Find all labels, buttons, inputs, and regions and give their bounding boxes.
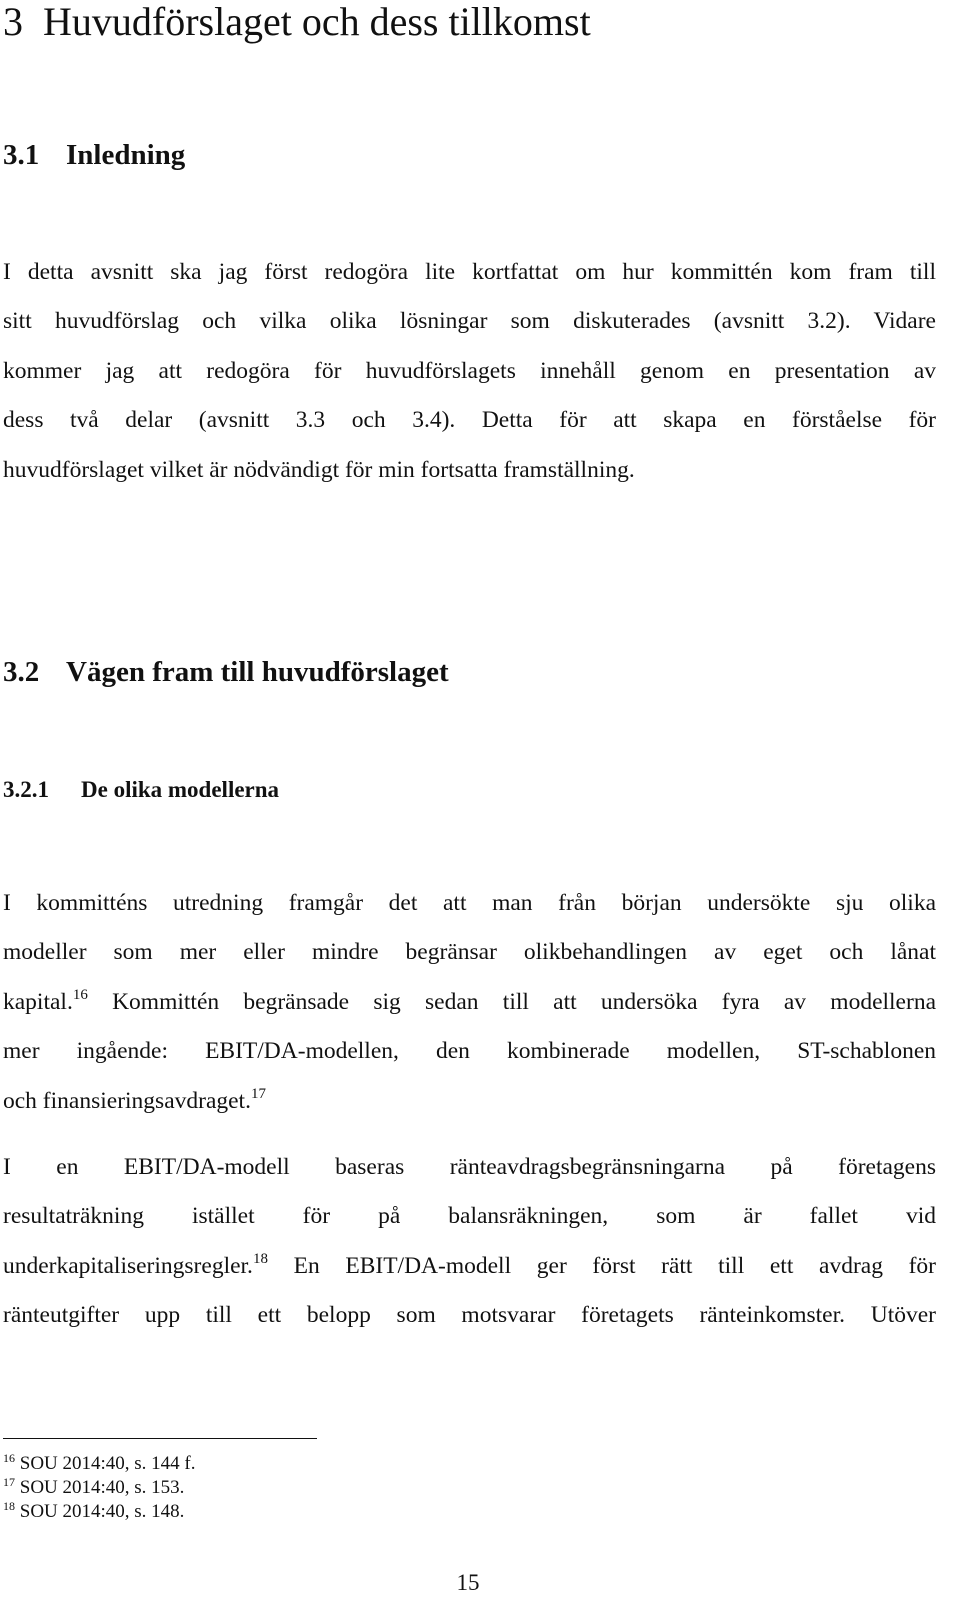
footnote-item: [3, 1476, 184, 1500]
paragraph-ebitda: [3, 1143, 936, 1341]
chapter-title: Huvudförslaget och dess tillkomst: [43, 0, 591, 44]
text-line: mer ingående: EBIT/DA-modellen, den kombinerade modellen, ST-schablonen: [3, 1038, 936, 1065]
text-fragment: En EBIT/DA-modell ger först rätt till ett avdrag för: [267, 1252, 936, 1279]
section-title: Inledning: [66, 139, 186, 171]
footnote-item: [3, 1452, 196, 1476]
text-line: [3, 978, 936, 1027]
text-line: I detta avsnitt ska jag först redogöra lite kortfattat om hur kommittén kom fram till: [3, 259, 936, 285]
footnote-number: 17: [3, 1475, 15, 1489]
subsection-number: 3.2.1: [3, 777, 49, 802]
text-line: kommer jag att redogöra för huvudförslagets innehåll genom en presentation av: [3, 357, 936, 384]
text-fragment: kapital.: [3, 988, 73, 1015]
text-line: modeller som mer eller mindre begränsar olikbehandlingen av eget och lånat: [3, 939, 936, 966]
footnote-item: [3, 1500, 184, 1524]
page-number: 15: [456, 1570, 480, 1595]
section-number: 3.2: [3, 656, 40, 688]
chapter-heading: [3, 0, 591, 44]
subsection-title: De olika modellerna: [81, 777, 280, 802]
footnote-text: SOU 2014:40, s. 148.: [19, 1501, 185, 1522]
section-heading-inledning: [3, 138, 185, 172]
text-line: [3, 1242, 936, 1291]
text-line: ränteutgifter upp till ett belopp som motsvarar företagets ränteinkomster. Utöver: [3, 1302, 936, 1329]
text-fragment: Kommittén begränsade sig sedan till att undersöka fyra av modellerna: [87, 988, 936, 1015]
paragraph-intro: [3, 248, 936, 495]
footnote-reference[interactable]: 18: [252, 1250, 268, 1267]
text-line: dess två delar (avsnitt 3.3 och 3.4). Detta för att skapa en förståelse för: [3, 407, 936, 434]
footnote-reference[interactable]: 17: [250, 1085, 266, 1102]
section-title: Vägen fram till huvudförslaget: [66, 656, 449, 688]
text-line: huvudförslaget vilket är nödvändigt för min fortsatta framställning.: [3, 456, 635, 483]
section-number: 3.1: [3, 139, 40, 171]
section-heading-vagen: [3, 655, 449, 689]
footnote-text: SOU 2014:40, s. 153.: [19, 1477, 185, 1498]
text-fragment: underkapitaliseringsregler.: [3, 1252, 253, 1279]
text-line: I en EBIT/DA-modell baseras ränteavdragsbegränsningarna på företagens: [3, 1154, 936, 1180]
footnote-text: SOU 2014:40, s. 144 f.: [19, 1453, 196, 1474]
paragraph-models: [3, 879, 936, 1126]
text-fragment: och finansieringsavdraget.: [3, 1087, 251, 1114]
text-line: [3, 1077, 936, 1126]
text-line: I kommitténs utredning framgår det att man från början undersökte sju olika: [3, 890, 936, 916]
footnote-number: 16: [3, 1451, 15, 1465]
footnote-reference[interactable]: 16: [72, 986, 88, 1003]
footnote-divider: [3, 1438, 317, 1439]
text-line: resultaträkning istället för på balansräkningen, som är fallet vid: [3, 1203, 936, 1230]
footnote-number: 18: [3, 1499, 15, 1513]
chapter-number: 3: [3, 0, 23, 44]
subsection-heading-modellerna: [3, 776, 279, 804]
text-line: sitt huvudförslag och vilka olika lösningar som diskuterades (avsnitt 3.2). Vidare: [3, 308, 936, 335]
